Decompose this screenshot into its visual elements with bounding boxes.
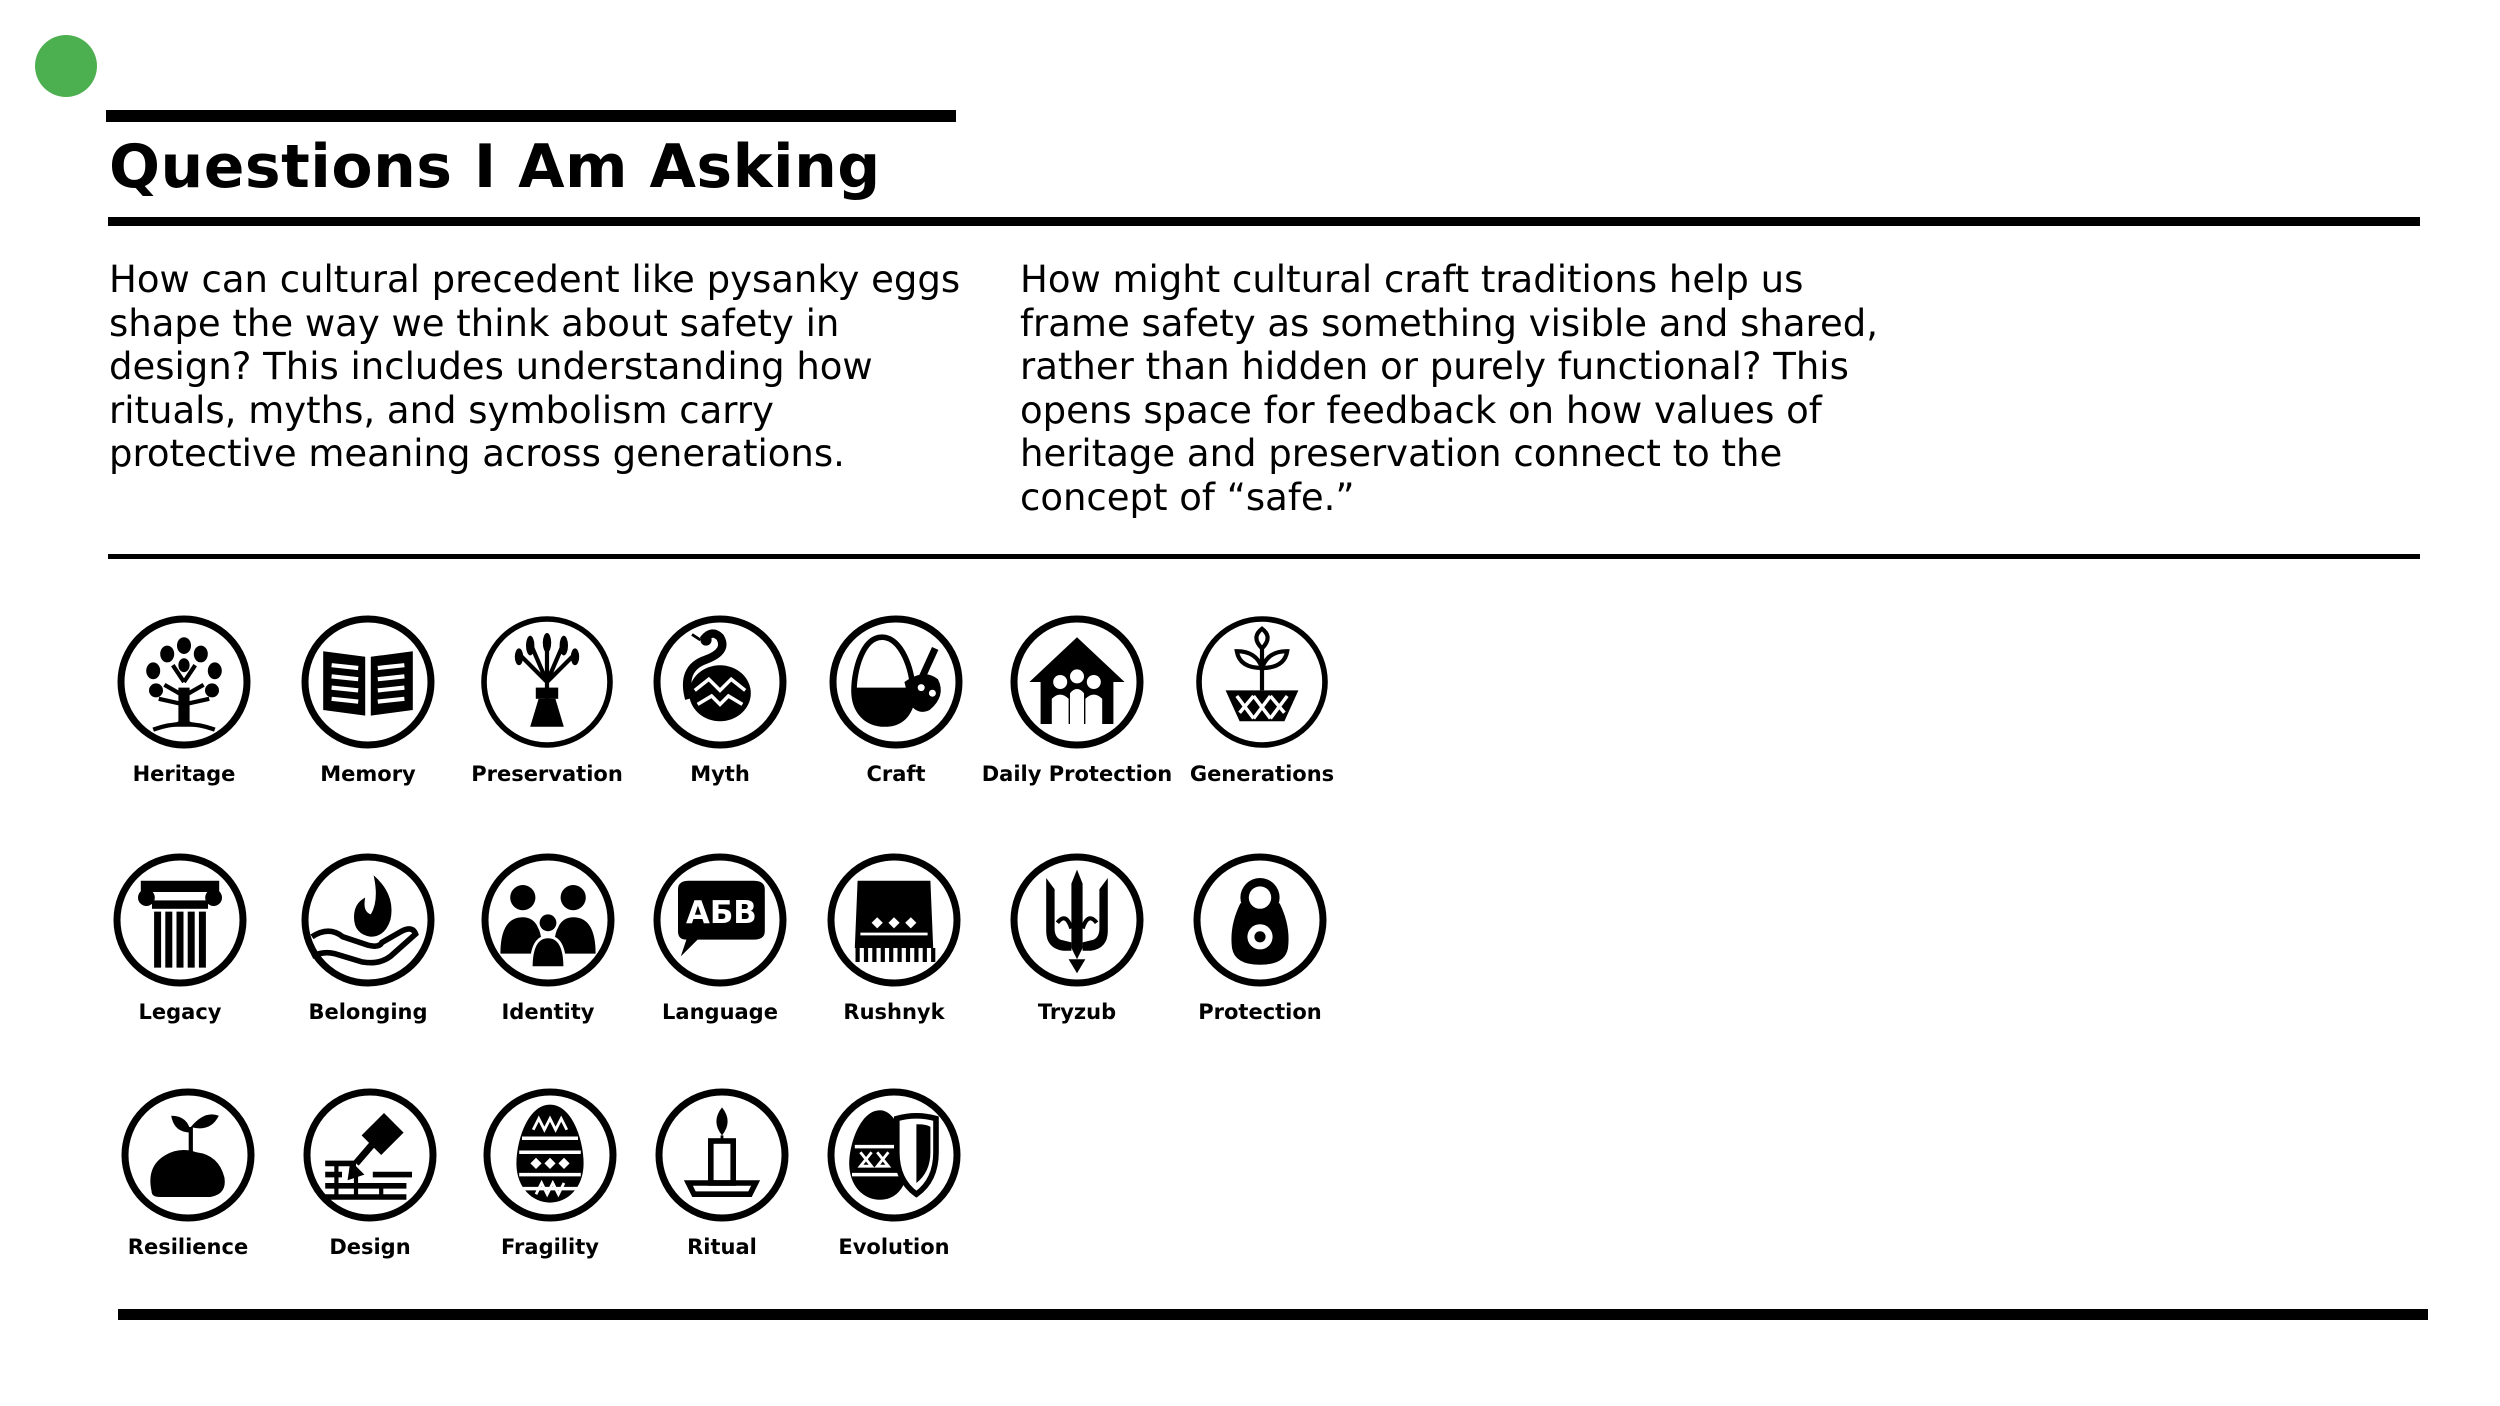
icon-label-design: Design: [329, 1235, 411, 1259]
icon-label-tryzub: Tryzub: [1037, 1000, 1117, 1024]
icon-item-resilience: [88, 1085, 288, 1259]
icon-item-belonging: [268, 850, 468, 1024]
icon-item-design: [270, 1085, 470, 1259]
icon-label-preservation: Preservation: [471, 762, 623, 786]
bottom-rule: [118, 1309, 2428, 1320]
sprout-basket-icon: [1192, 612, 1332, 752]
icon-label-memory: Memory: [320, 762, 416, 786]
icon-label-craft: Craft: [866, 762, 926, 786]
speech-bubble-icon: [650, 850, 790, 990]
icon-label-generations: Generations: [1189, 762, 1335, 786]
icon-item-heritage: [84, 612, 284, 786]
egg-shield-icon: [824, 1085, 964, 1225]
serpent-egg-icon: [650, 612, 790, 752]
icon-label-protection: Protection: [1198, 1000, 1322, 1024]
tree-icon: [114, 612, 254, 752]
icon-item-language: [620, 850, 820, 1024]
question-text-1: How can cultural precedent like pysanky eggs shape the way we think about safety in design? This includes understanding how rituals, myths, and symbolism carry protective meaning across generations.: [109, 258, 961, 475]
status-dot: [35, 35, 97, 97]
icon-item-legacy: [80, 850, 280, 1024]
column-icon: [110, 850, 250, 990]
flame-hand-icon: [298, 850, 438, 990]
icon-label-myth: Myth: [690, 762, 750, 786]
icon-label-resilience: Resilience: [127, 1235, 249, 1259]
icon-item-daily-protection: [977, 612, 1177, 786]
icon-item-fragility: [450, 1085, 650, 1259]
language-glyphs: АБВ: [686, 894, 757, 931]
icon-label-belonging: Belonging: [308, 1000, 428, 1024]
icon-item-identity: [448, 850, 648, 1024]
pysanka-egg-icon: [480, 1085, 620, 1225]
icon-label-daily-protection: Daily Protection: [981, 762, 1173, 786]
egg-paintbrush-icon: [826, 612, 966, 752]
icon-label-heritage: Heritage: [132, 762, 236, 786]
icon-item-memory: [268, 612, 468, 786]
top-rule: [106, 110, 956, 122]
rock-sprout-icon: [118, 1085, 258, 1225]
wheat-sheaf-icon: [477, 612, 617, 752]
trowel-icon: [300, 1085, 440, 1225]
page-title: Questions I Am Asking: [109, 132, 881, 202]
icon-item-tryzub: [977, 850, 1177, 1024]
icon-item-evolution: [794, 1085, 994, 1259]
icon-label-language: Language: [662, 1000, 778, 1024]
icon-label-rushnyk: Rushnyk: [843, 1000, 945, 1024]
icon-label-legacy: Legacy: [138, 1000, 222, 1024]
question-text-2: How might cultural craft traditions help us frame safety as something visible and shared, rather than hidden or purely functional? This opens space for feedback on how values of heritage and preservation connect to the concept of “safe.”: [1020, 258, 1878, 519]
icon-item-generations: [1162, 612, 1362, 786]
icon-item-protection: [1160, 850, 1360, 1024]
icon-label-ritual: Ritual: [687, 1235, 757, 1259]
section-rule: [108, 554, 2420, 559]
icon-item-rushnyk: [794, 850, 994, 1024]
icon-label-evolution: Evolution: [838, 1235, 950, 1259]
icon-item-craft: [796, 612, 996, 786]
icon-item-ritual: [622, 1085, 822, 1259]
candle-icon: [652, 1085, 792, 1225]
family-group-icon: [478, 850, 618, 990]
embroidered-towel-icon: [824, 850, 964, 990]
house-family-icon: [1007, 612, 1147, 752]
icon-item-preservation: [447, 612, 647, 786]
icon-label-fragility: Fragility: [501, 1235, 599, 1259]
nesting-doll-icon: [1190, 850, 1330, 990]
title-rule: [108, 217, 2420, 226]
open-book-icon: [298, 612, 438, 752]
trident-icon: [1007, 850, 1147, 990]
icon-label-identity: Identity: [501, 1000, 595, 1024]
icon-item-myth: [620, 612, 820, 786]
